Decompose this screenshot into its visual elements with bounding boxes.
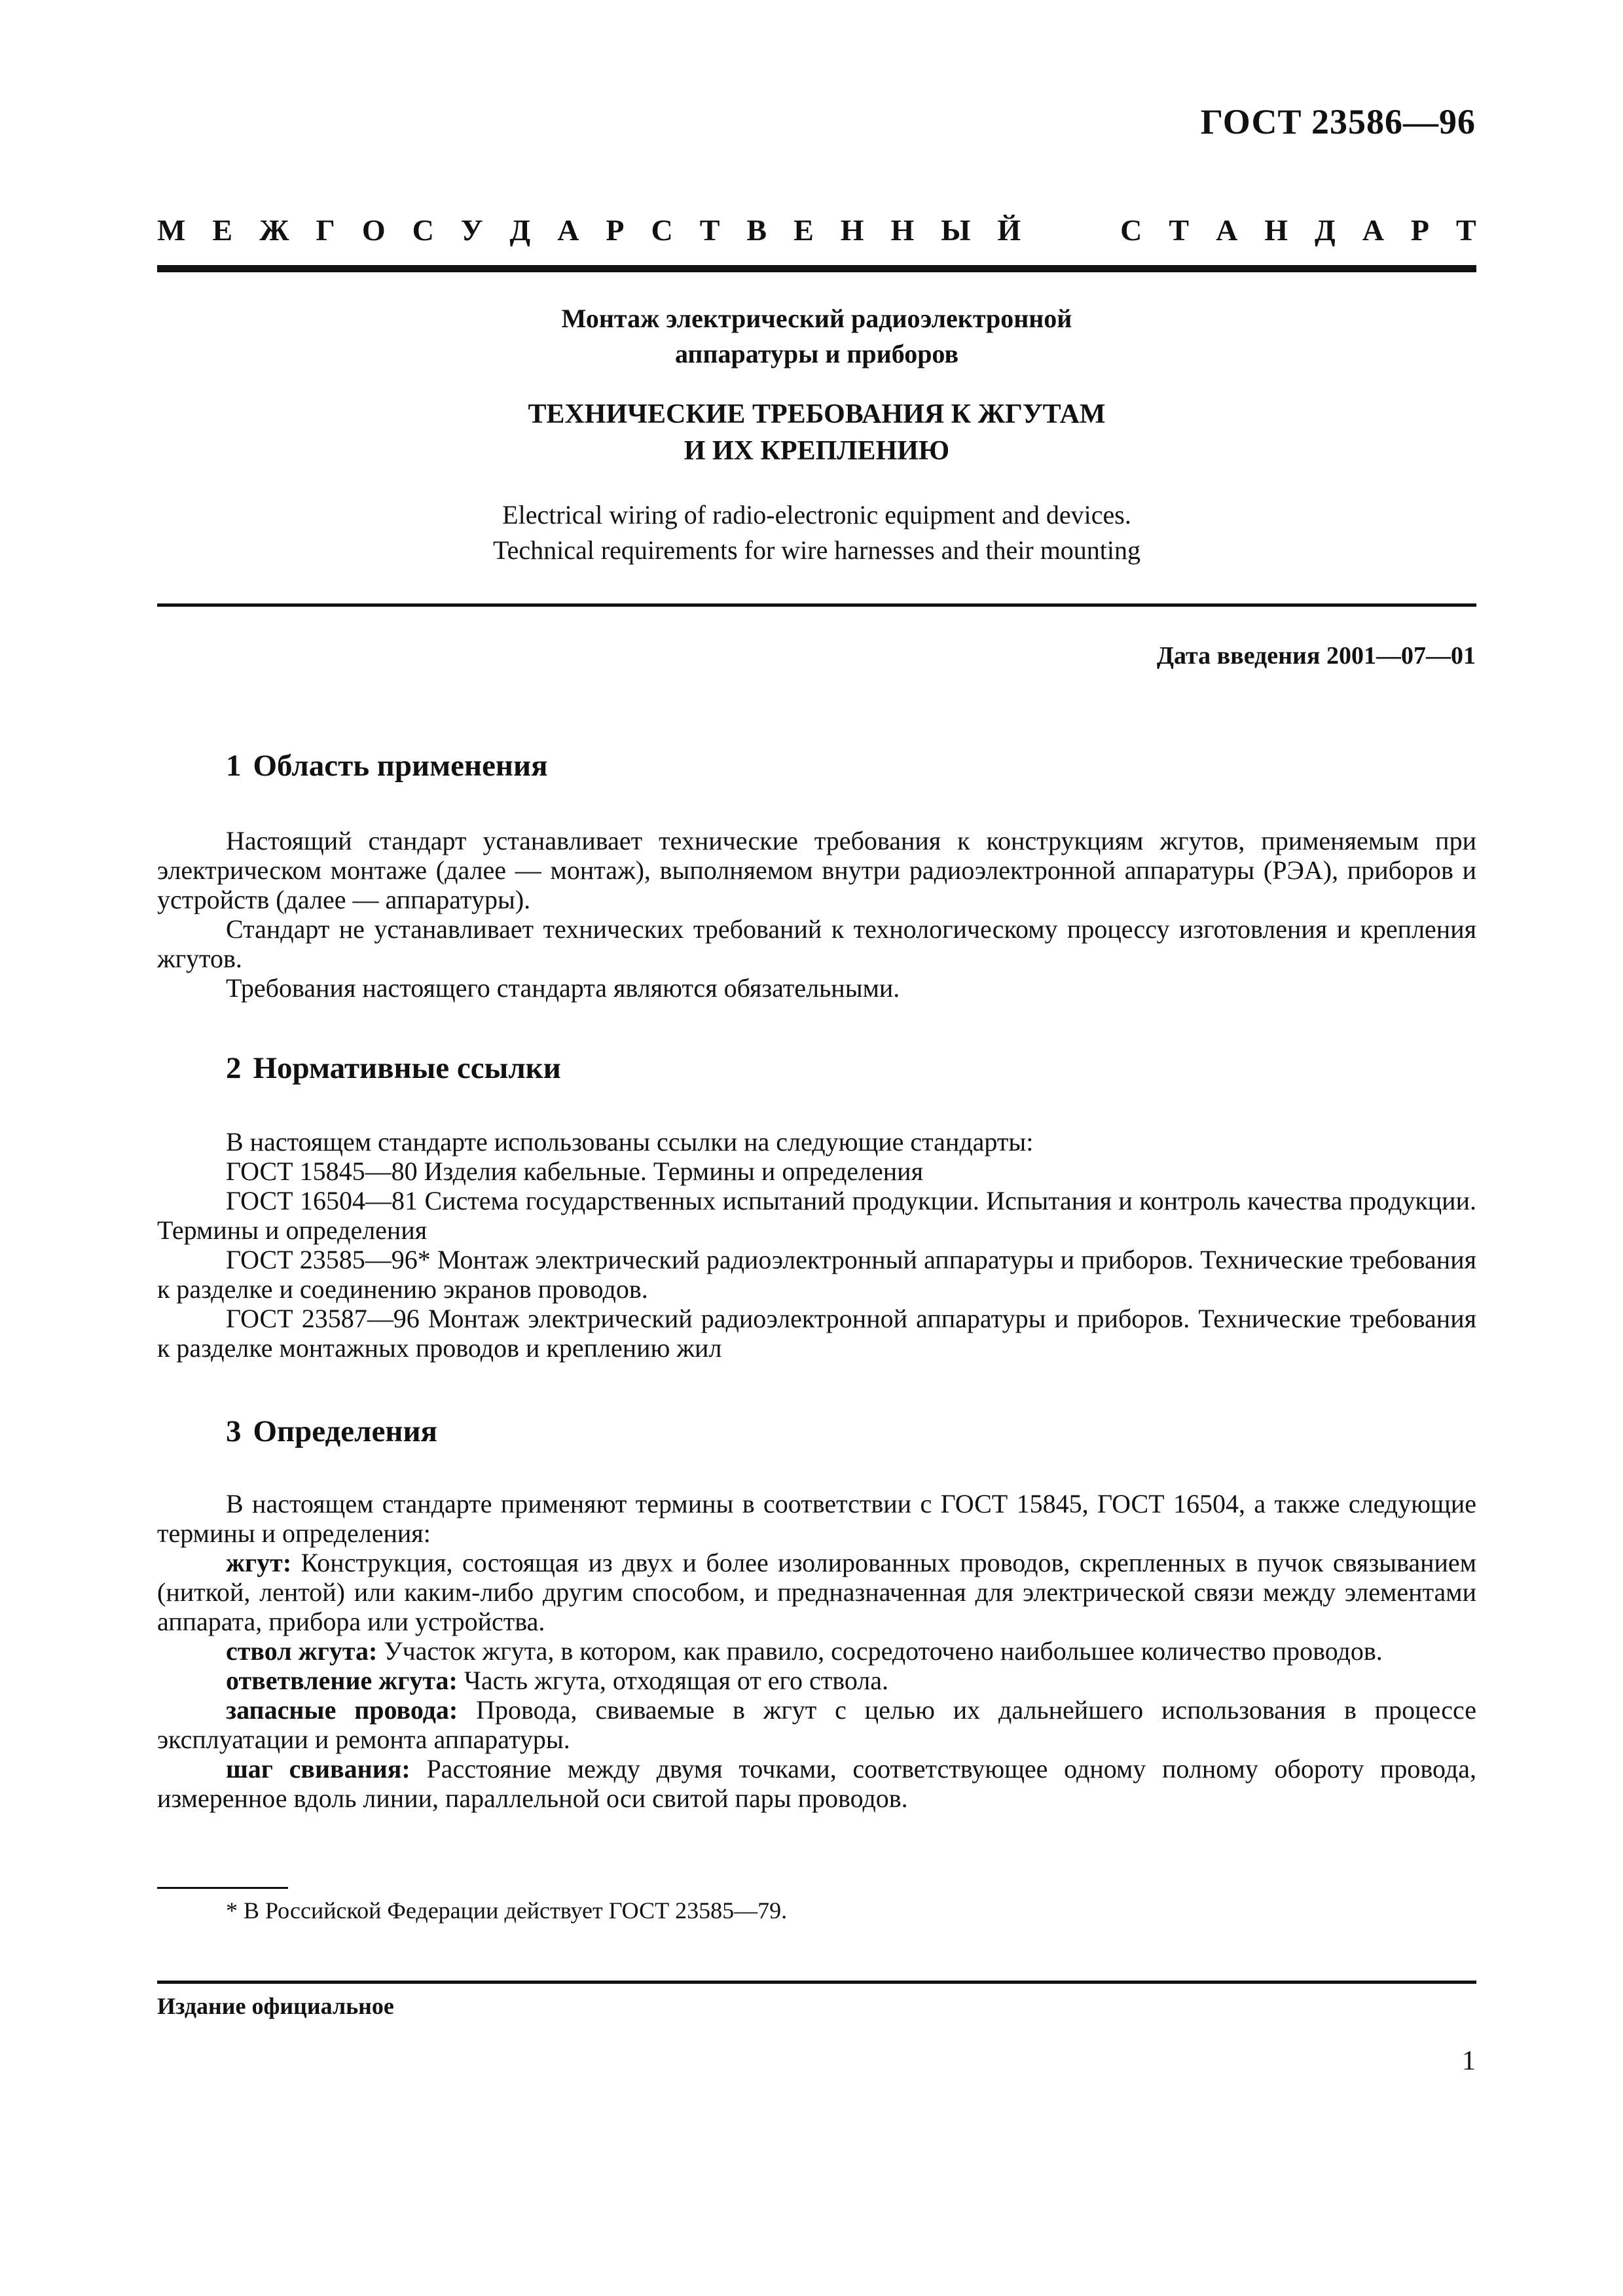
definition-text: Конструкция, состоящая из двух и более изолированных проводов, скрепленных в пучок связыванием (ниткой, лентой) или каким-либо другим способом, и предназначенная для электрической связи между элементами аппарата, прибора или устройства. xyxy=(157,1548,1477,1636)
paragraph: Требования настоящего стандарта являются обязательными. xyxy=(226,973,900,1003)
heading-letter: Е xyxy=(212,213,233,247)
heading-letter: Д xyxy=(1315,213,1336,247)
title-line-2: аппаратуры и приборов xyxy=(674,339,959,368)
heading-letter: Н xyxy=(840,213,864,247)
footnote-rule xyxy=(157,1887,288,1889)
section-heading-definitions xyxy=(226,1414,437,1449)
heading-letter: А xyxy=(1362,213,1384,247)
definition-term: запасные провода: xyxy=(226,1695,458,1725)
heading-letter: Е xyxy=(793,213,814,247)
section-body-definitions xyxy=(157,1489,1476,1813)
heading-letter: Т xyxy=(699,213,720,247)
section-heading-scope xyxy=(226,748,548,783)
definition-item xyxy=(157,1548,1476,1636)
english-title-line-1: Electrical wiring of radio-electronic equipment and devices. xyxy=(502,500,1131,529)
section-title: Нормативные ссылки xyxy=(253,1051,561,1085)
heading-letter: А xyxy=(1216,213,1238,247)
heading-letter: Д xyxy=(509,213,531,247)
paragraph: Настоящий стандарт устанавливает технические требования к конструкциям жгутов, применяемым при электрическом монтаже (далее — монтаж), выполняемом внутри радиоэлектронной аппаратуры (РЭА), приборов и устройств (далее — аппаратуры). xyxy=(157,826,1476,914)
title-rule xyxy=(157,603,1476,607)
definition-term: жгут: xyxy=(226,1548,292,1577)
heading-letter: О xyxy=(361,213,386,247)
definition-term: ответвление жгута: xyxy=(226,1666,458,1695)
reference-item: ГОСТ 23587—96 Монтаж электрический радиоэлектронной аппаратуры и приборов. Технические требования к разделке монтажных проводов и креплению жил xyxy=(157,1304,1476,1363)
introduction-date: Дата введения 2001—07—01 xyxy=(1156,642,1476,670)
page-number: 1 xyxy=(1462,2046,1476,2076)
document-subtitle xyxy=(157,396,1476,469)
heading-letter: Р xyxy=(1410,213,1430,247)
document-title xyxy=(157,301,1476,372)
definition-text: Провода, свиваемые в жгут с целью их дальнейшего использования в процессе эксплуатации и ремонта аппаратуры. xyxy=(157,1695,1476,1754)
reference-item: ГОСТ 15845—80 Изделия кабельные. Термины и определения xyxy=(226,1157,923,1186)
definition-term: шаг свивания: xyxy=(226,1754,410,1784)
standard-type-heading xyxy=(157,213,1476,247)
heading-letter: Н xyxy=(1264,213,1288,247)
definition-text: Участок жгута, в котором, как правило, сосредоточено наибольшее количество проводов. xyxy=(384,1636,1383,1666)
paragraph: В настоящем стандарте применяют термины в соответствии с ГОСТ 15845, ГОСТ 16504, а также следующие термины и определения: xyxy=(157,1489,1476,1548)
heading-letter: Н xyxy=(890,213,915,247)
edition-label: Издание официальное xyxy=(157,1993,394,2019)
heading-letter: Ы xyxy=(941,213,971,247)
section-heading-references xyxy=(226,1050,561,1086)
heading-letter: А xyxy=(557,213,579,247)
document-number: ГОСТ 23586—96 xyxy=(1200,102,1476,141)
word-gap xyxy=(1048,213,1093,247)
heading-letter: С xyxy=(1120,213,1142,247)
english-title-line-2: Technical requirements for wire harnesses and their mounting xyxy=(492,535,1141,565)
heading-letter: Ж xyxy=(259,213,289,247)
paragraph: Стандарт не устанавливает технических требований к технологическому процессу изготовления и крепления жгутов. xyxy=(157,914,1476,973)
heading-letter: Т xyxy=(1456,213,1476,247)
subtitle-line-2: И ИХ КРЕПЛЕНИЮ xyxy=(684,436,950,466)
footer-rule xyxy=(157,1981,1476,1984)
paragraph: В настоящем стандарте использованы ссылки на следующие стандарты: xyxy=(226,1127,1034,1157)
heading-letter: В xyxy=(746,213,767,247)
definition-item xyxy=(157,1636,1476,1666)
section-number: 1 xyxy=(226,749,242,783)
subtitle-line-1: ТЕХНИЧЕСКИЕ ТРЕБОВАНИЯ К ЖГУТАМ xyxy=(528,399,1106,429)
english-title xyxy=(157,497,1476,568)
section-number: 3 xyxy=(226,1414,242,1448)
section-body-scope xyxy=(157,826,1476,1003)
definition-item xyxy=(157,1754,1476,1813)
heading-letter: Г xyxy=(316,213,335,247)
heading-letter: С xyxy=(651,213,673,247)
heading-letter: У xyxy=(460,213,483,247)
section-title: Область применения xyxy=(253,749,548,783)
definition-text: Расстояние между двумя точками, соответствующее одному полному обороту провода, измеренное вдоль линии, параллельной оси свитой пары проводов. xyxy=(157,1754,1477,1813)
header-rule xyxy=(157,265,1476,272)
heading-letter: Р xyxy=(606,213,625,247)
heading-letter: Й xyxy=(997,213,1021,247)
definition-term: ствол жгута: xyxy=(226,1636,378,1666)
reference-item: ГОСТ 23585—96* Монтаж электрический радиоэлектронный аппаратуры и приборов. Технические требования к разделке и соединению экранов проводов. xyxy=(157,1245,1476,1304)
heading-letter: М xyxy=(157,213,186,247)
footnote: * В Российской Федерации действует ГОСТ 23585—79. xyxy=(226,1897,788,1924)
reference-item: ГОСТ 16504—81 Система государственных испытаний продукции. Испытания и контроль качества продукции. Термины и определения xyxy=(157,1186,1476,1245)
heading-letter: С xyxy=(412,213,434,247)
heading-letter: Т xyxy=(1169,213,1190,247)
section-number: 2 xyxy=(226,1051,242,1085)
definition-text: Часть жгута, отходящая от его ствола. xyxy=(464,1666,888,1695)
section-body-references xyxy=(157,1127,1476,1363)
section-title: Определения xyxy=(253,1414,437,1448)
definition-item xyxy=(157,1695,1476,1754)
title-line-1: Монтаж электрический радиоэлектронной xyxy=(561,304,1072,333)
definition-item xyxy=(157,1666,1476,1695)
